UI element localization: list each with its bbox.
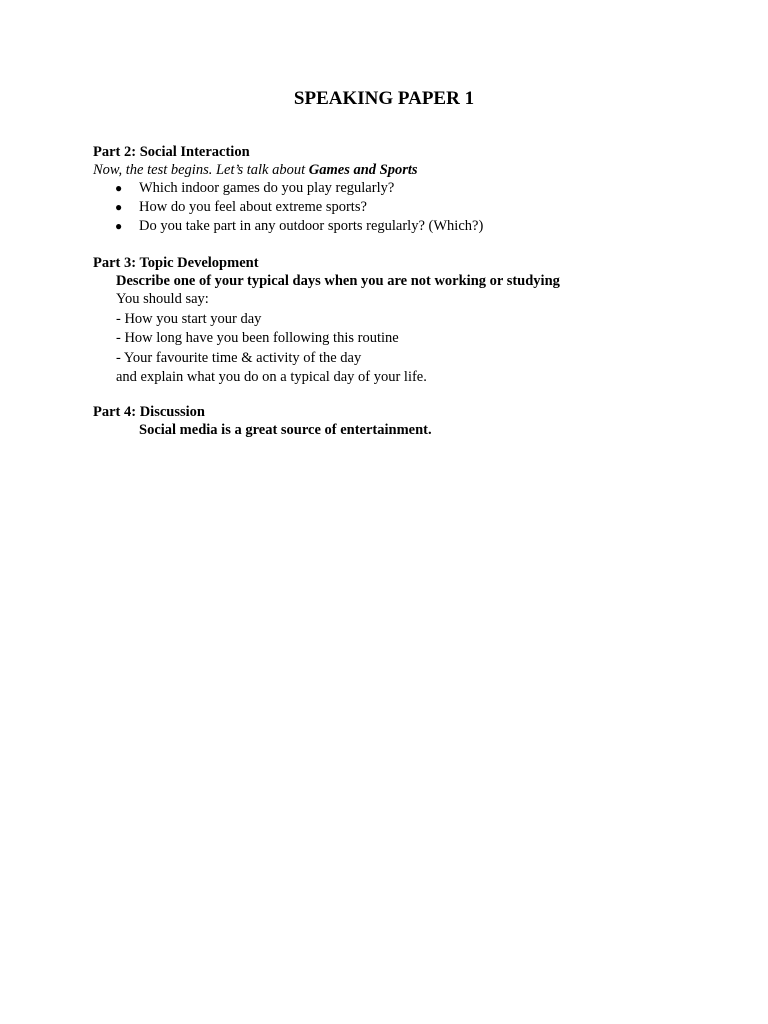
part4-heading: Part 4: Discussion [93, 404, 205, 420]
question-text: Which indoor games do you play regularly? [139, 180, 395, 196]
page-title: SPEAKING PAPER 1 [293, 88, 475, 109]
part3-prompt: Describe one of your typical days when you are not working or studying [116, 273, 560, 289]
part2-intro-topic: Games and Sports [308, 162, 418, 178]
question-text: Do you take part in any outdoor sports regularly? (Which?) [139, 218, 484, 234]
part2-intro [93, 161, 708, 179]
part2-intro-prefix: Now, the test begins. Let’s talk about [93, 162, 309, 178]
list-item [93, 217, 708, 236]
part4-statement: Social media is a great source of entertainment. [139, 422, 432, 438]
list-item [93, 198, 708, 217]
part3-point: - How you start your day [116, 310, 262, 327]
list-item [93, 179, 708, 198]
bullet-icon: ● [115, 219, 123, 233]
part2-section [93, 143, 708, 236]
part2-heading: Part 2: Social Interaction [93, 144, 250, 160]
question-text: How do you feel about extreme sports? [139, 199, 367, 215]
part3-point: - How long have you been following this routine [116, 330, 399, 346]
part3-section [93, 254, 708, 388]
bullet-icon: ● [115, 200, 123, 214]
part2-question-list [93, 179, 708, 236]
part3-point: - Your favourite time & activity of the day [116, 349, 362, 366]
part4-section [93, 403, 708, 439]
part3-heading: Part 3: Topic Development [93, 255, 259, 271]
bullet-icon: ● [115, 181, 123, 195]
part3-should-say: You should say: [116, 291, 209, 307]
part3-closing: and explain what you do on a typical day of your life. [116, 369, 427, 385]
